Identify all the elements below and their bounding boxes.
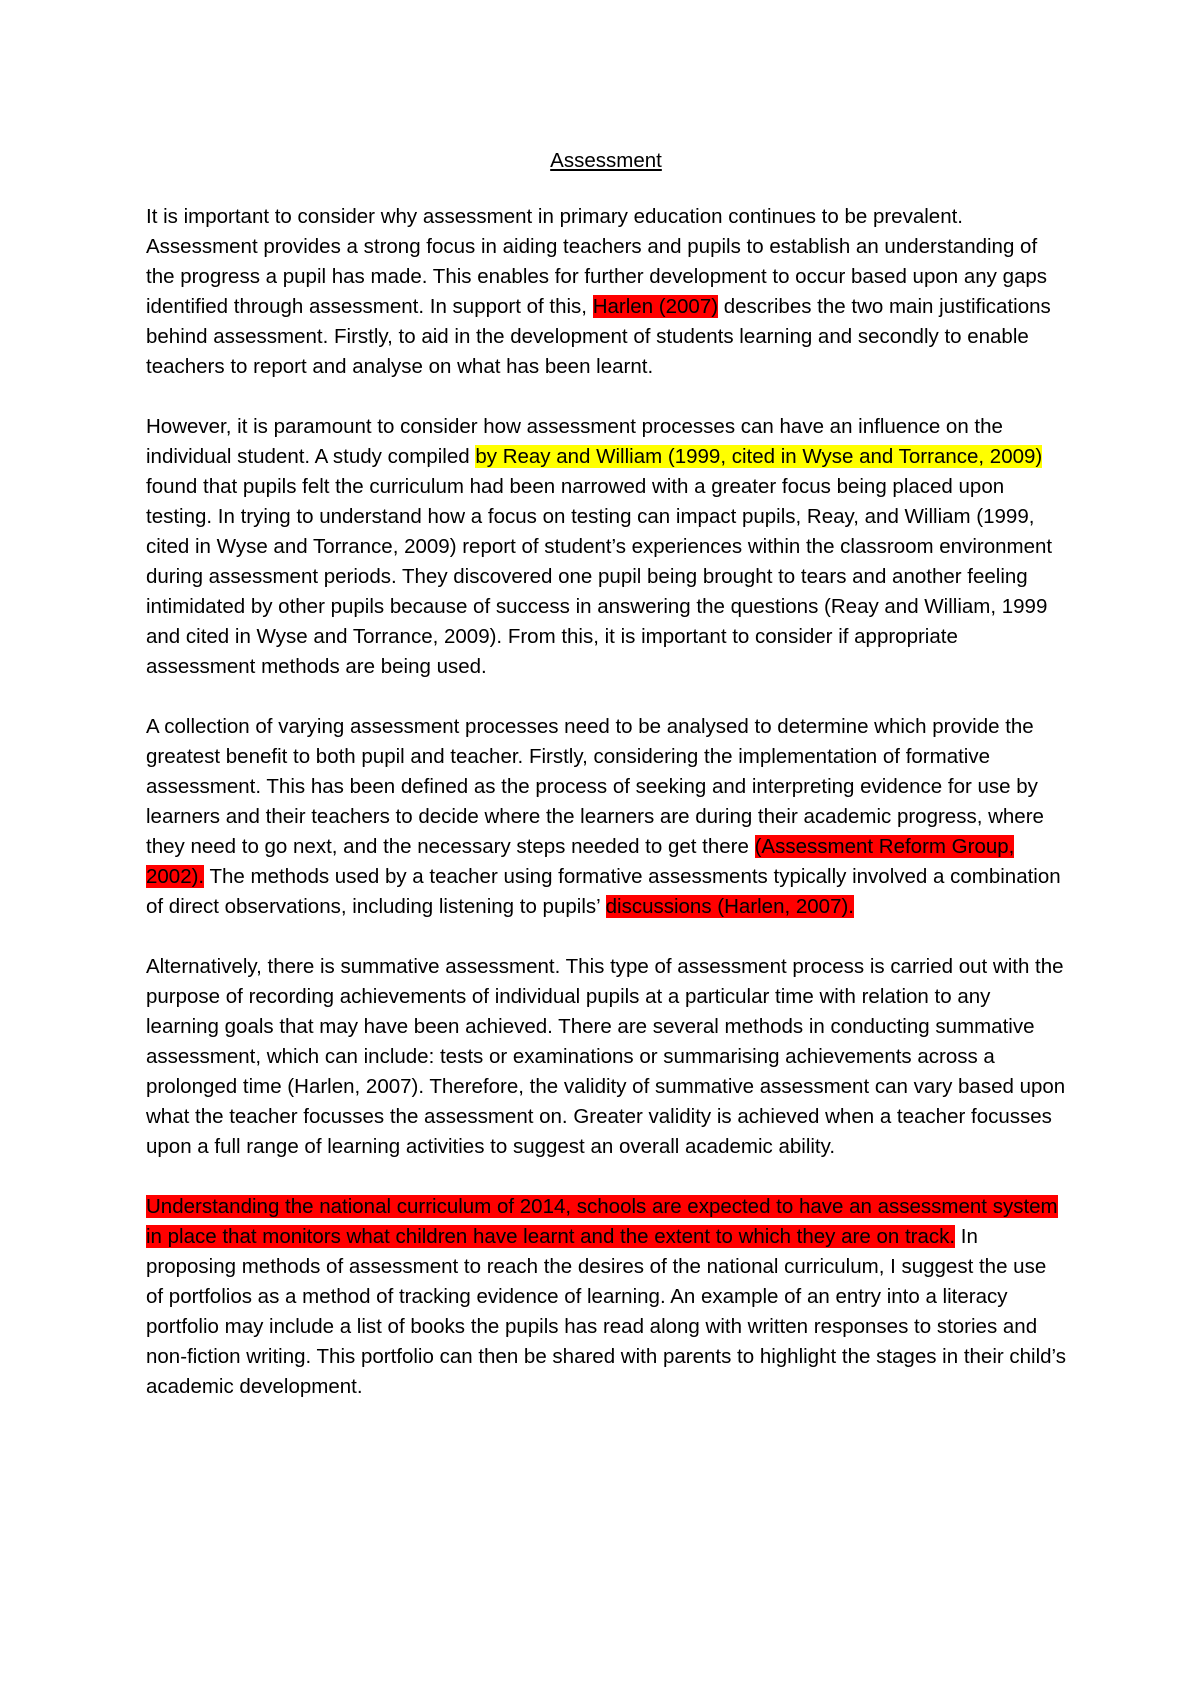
paragraph-1 (146, 202, 1066, 382)
paragraph-5 (146, 1192, 1066, 1402)
citation-highlight-red: (Assessment Reform Group, 2002). (146, 835, 1015, 888)
sentence-highlight-red: Understanding the national curriculum of 2014, schools are expected to have an assessment system in place that monitors what children have learnt and the extent to which they are on track. (146, 1195, 1058, 1248)
citation-highlight-red: Harlen (2007) (592, 295, 719, 318)
document-title: Assessment (550, 149, 662, 172)
paragraph-text: The methods used by a teacher using formative assessments typically involved a combination of direct observations, including listening to pupils’ (146, 865, 1061, 918)
paragraph-text: describes the two main justifications behind assessment. Firstly, to aid in the development of students learning and secondly to enable teachers to report and analyse on what has been learnt. (146, 295, 1051, 378)
citation-highlight-red: discussions (Harlen, 2007). (605, 895, 855, 918)
paragraph-text: found that pupils felt the curriculum had been narrowed with a greater focus being placed upon testing. In trying to understand how a focus on testing can impact pupils, Reay, and William (1999, cited in Wyse and Torrance, 2009) report of student’s experiences within the classroom environment during assessment periods. They discovered one pupil being brought to tears and another feeling intimidated by other pupils because of success in answering the questions (Reay and William, 1999 and cited in Wyse and Torrance, 2009). From this, it is important to consider if appropriate assessment methods are being used. (146, 475, 1053, 678)
paragraph-text: Alternatively, there is summative assessment. This type of assessment process is carried out with the purpose of recording achievements of individual pupils at a particular time with relation to any learning goals that may have been achieved. There are several methods in conducting summative assessment, which can include: tests or examinations or summarising achievements across a prolonged time (Harlen, 2007). Therefore, the validity of summative assessment can vary based upon what the teacher focusses the assessment on. Greater validity is achieved when a teacher focusses upon a full range of learning activities to suggest an overall academic ability. (146, 955, 1066, 1158)
paragraph-2 (146, 412, 1066, 682)
paragraph-text: It is important to consider why assessment in primary education continues to be prevalent. Assessment provides a strong focus in aiding teachers and pupils to establish an understanding of the progress a pupil has made. This enables for further development to occur based upon any gaps identified through assessment. In support of this, (146, 205, 1048, 318)
paragraph-text: In proposing methods of assessment to reach the desires of the national curriculum, I suggest the use of portfolios as a method of tracking evidence of learning. An example of an entry into a literacy portfolio may include a list of books the pupils has read along with written responses to stories and non-fiction writing. This portfolio can then be shared with parents to highlight the stages in their child’s academic development. (146, 1225, 1066, 1398)
paragraph-3 (146, 712, 1066, 922)
paragraph-text: However, it is paramount to consider how assessment processes can have an influence on the individual student. A study compiled (146, 415, 1003, 468)
paragraph-text: A collection of varying assessment processes need to be analysed to determine which provide the greatest benefit to both pupil and teacher. Firstly, considering the implementation of formative assessment. This has been defined as the process of seeking and interpreting evidence for use by learners and their teachers to decide where the learners are during their academic progress, where they need to go next, and the necessary steps needed to get there (146, 715, 1044, 858)
title-spacer (146, 176, 1066, 202)
document-body (146, 146, 1066, 1432)
paragraph-4 (146, 952, 1066, 1162)
citation-highlight-yellow: by Reay and William (1999, cited in Wyse and Torrance, 2009) (475, 445, 1043, 468)
